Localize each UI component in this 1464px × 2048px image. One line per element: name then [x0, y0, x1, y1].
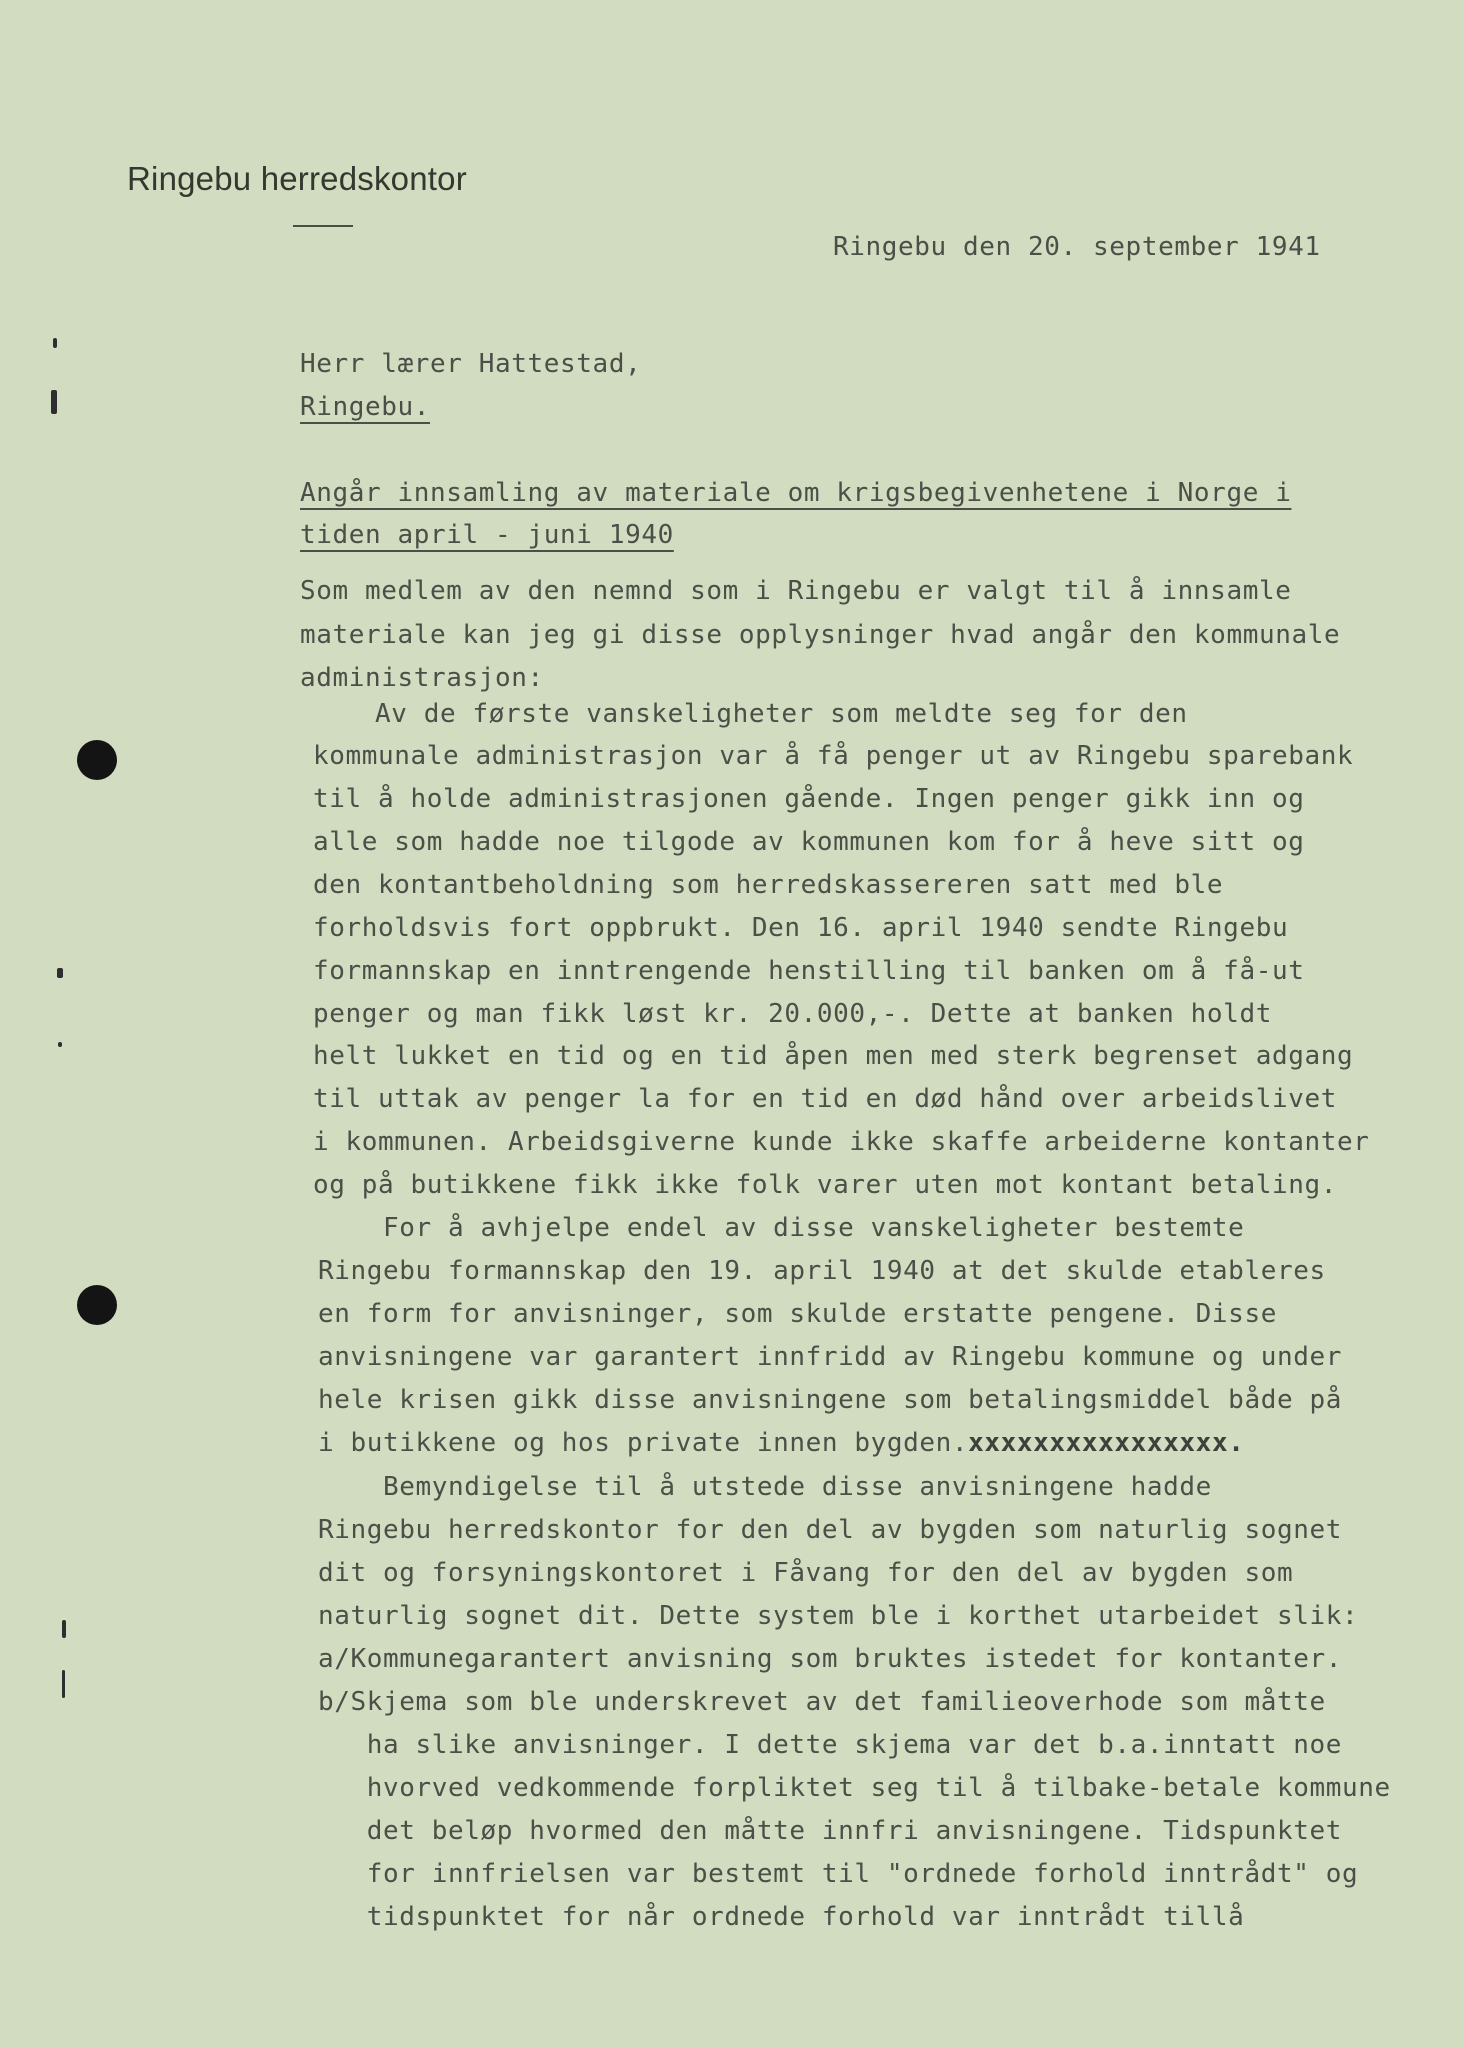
body-line: a/Kommunegarantert anvisning som bruktes istedet for kontanter. — [318, 1644, 1342, 1674]
body-line: i kommunen. Arbeidsgiverne kunde ikke skaffe arbeiderne kontanter — [313, 1127, 1370, 1157]
date-line: Ringebu den 20. september 1941 — [833, 232, 1321, 262]
body-line: den kontantbeholdning som herredskassereren satt med ble — [313, 870, 1224, 900]
body-line: det beløp hvormed den måtte innfri anvisningene. Tidspunktet — [318, 1816, 1342, 1846]
margin-mark — [58, 1042, 62, 1047]
body-line: administrasjon: — [300, 663, 544, 693]
body-line: b/Skjema som ble underskrevet av det familieoverhode som måtte — [318, 1687, 1326, 1717]
addressee-name: Herr lærer Hattestad, — [300, 349, 642, 379]
margin-mark — [51, 390, 57, 414]
body-line: naturlig sognet dit. Dette system ble i korthet utarbeidet slik: — [318, 1601, 1359, 1631]
margin-mark — [62, 1620, 66, 1638]
subject-line: Angår innsamling av materiale om krigsbegivenhetene i Norge i — [300, 478, 1292, 508]
body-line: forholdsvis fort oppbrukt. Den 16. april 1940 sendte Ringebu — [313, 913, 1289, 943]
body-line: Som medlem av den nemnd som i Ringebu er valgt til å innsamle — [300, 576, 1292, 606]
body-line: materiale kan jeg gi disse opplysninger hvad angår den kommunale — [300, 620, 1341, 650]
body-line: helt lukket en tid og en tid åpen men med sterk begrenset adgang — [313, 1041, 1354, 1071]
punch-hole-top — [77, 740, 117, 780]
margin-mark — [57, 968, 63, 978]
margin-mark — [62, 1670, 65, 1698]
letterhead-rule — [293, 225, 353, 227]
body-line: til uttak av penger la for en tid en død hånd over arbeidslivet — [313, 1084, 1337, 1114]
body-line: Av de første vanskeligheter som meldte seg for den — [310, 699, 1188, 729]
body-line: hvorved vedkommende forpliktet seg til å tilbake-betale kommune — [318, 1773, 1391, 1803]
margin-mark — [53, 338, 57, 348]
body-line: tidspunktet for når ordnede forhold var inntrådt tillå — [318, 1902, 1245, 1932]
struck-out-text: xxxxxxxxxxxxxxxx. — [968, 1428, 1245, 1458]
body-line: penger og man fikk løst kr. 20.000,-. Dette at banken holdt — [313, 999, 1272, 1029]
subject-line: tiden april - juni 1940 — [300, 520, 674, 550]
body-line: formannskap en inntrengende henstilling til banken om å få-ut — [313, 956, 1305, 986]
body-line: til å holde administrasjonen gående. Ingen penger gikk inn og — [313, 784, 1305, 814]
body-line: dit og forsyningskontoret i Fåvang for den del av bygden som — [318, 1558, 1294, 1588]
body-line: en form for anvisninger, som skulde erstatte pengene. Disse — [318, 1299, 1277, 1329]
body-line: anvisningene var garantert innfridd av Ringebu kommune og under — [318, 1342, 1342, 1372]
body-line: for innfrielsen var bestemt til "ordnede forhold inntrådt" og — [318, 1859, 1359, 1889]
body-line: kommunale administrasjon var å få penger ut av Ringebu sparebank — [313, 741, 1354, 771]
addressee-place: Ringebu. — [300, 392, 431, 422]
letterhead: Ringebu herredskontor — [127, 160, 467, 197]
body-line: Ringebu herredskontor for den del av bygden som naturlig sognet — [318, 1515, 1342, 1545]
body-line: For å avhjelpe endel av disse vanskeligheter bestemte — [318, 1213, 1245, 1243]
punch-hole-bottom — [77, 1285, 117, 1325]
body-line: alle som hadde noe tilgode av kommunen kom for å heve sitt og — [313, 827, 1305, 857]
body-line: og på butikkene fikk ikke folk varer uten mot kontant betaling. — [313, 1170, 1337, 1200]
body-line-struck — [318, 1428, 1244, 1458]
body-line: Bemyndigelse til å utstede disse anvisningene hadde — [318, 1472, 1212, 1502]
body-line: hele krisen gikk disse anvisningene som betalingsmiddel både på — [318, 1385, 1342, 1415]
struck-line-text: i butikkene og hos private innen bygden. — [318, 1428, 969, 1458]
body-line: Ringebu formannskap den 19. april 1940 at det skulde etableres — [318, 1256, 1326, 1286]
body-line: ha slike anvisninger. I dette skjema var det b.a.inntatt noe — [318, 1730, 1342, 1760]
